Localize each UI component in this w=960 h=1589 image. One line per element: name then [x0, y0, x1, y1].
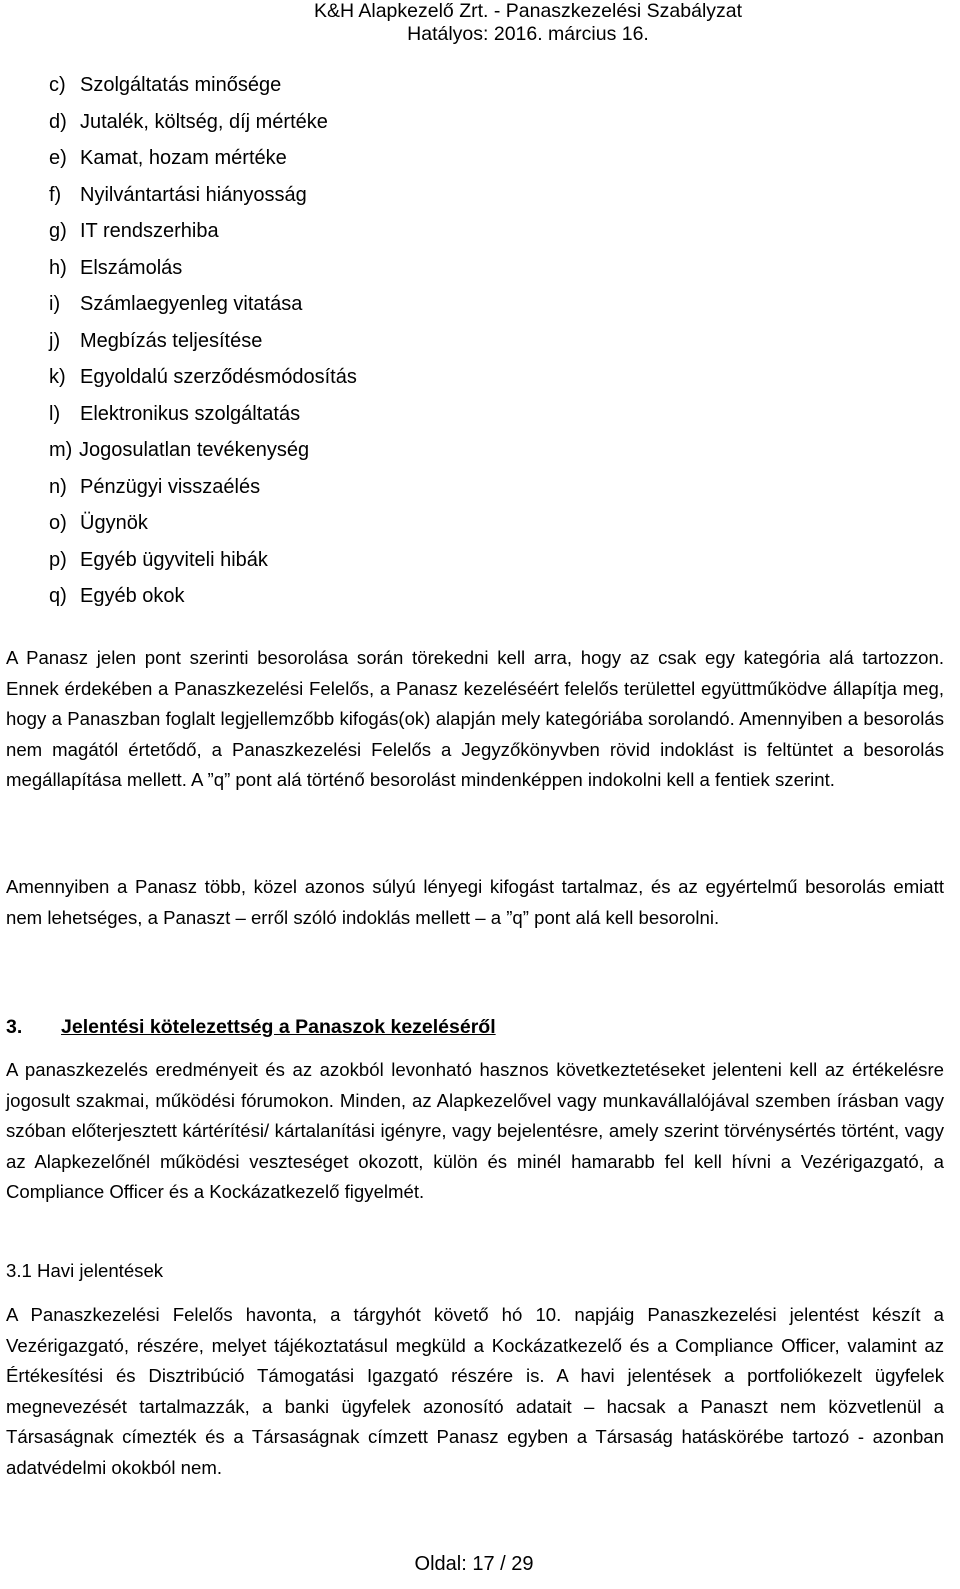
list-marker: g) — [49, 220, 67, 242]
list-item — [49, 67, 357, 104]
page-number: Oldal: 17 / 29 — [414, 1553, 534, 1575]
subsection-heading: 3.1 Havi jelentések — [6, 1260, 164, 1281]
list-item — [49, 578, 357, 615]
list-item — [49, 140, 357, 177]
list-item-text: Nyilvántartási hiányosság — [80, 183, 307, 206]
list-marker: o) — [49, 512, 67, 534]
list-marker: q) — [49, 585, 67, 607]
list-marker: e) — [49, 147, 67, 169]
list-item-text: Egyéb okok — [80, 585, 185, 607]
list-marker: m) — [49, 439, 73, 461]
paragraph-reporting: A panaszkezelés eredményeit és az azokból levonható hasznos következtetéseket jelenteni kell az értékelésre jogosult szakmai, működési fórumokon. Minden, az Alapkezelővel vagy munkavállalójával szemben írásban vagy szóban előterjesztett kártérítési/ kártalanítási igényre, vagy bejelentésre, amely szerint törvénysértés történt, vagy az Alapkezelőnél működési veszteséget okozott, külön és minél hamarabb fel kell hívni a Vezérigazgató, a Compliance Officer és a Kockázatkezelő figyelmét. — [6, 1059, 944, 1203]
list-item — [49, 250, 357, 287]
list-marker: k) — [49, 366, 66, 388]
page-header — [248, 0, 808, 46]
list-item — [49, 323, 357, 360]
list-item — [49, 286, 357, 323]
list-item-text: Szolgáltatás minősége — [80, 74, 282, 96]
list-item-text: Elszámolás — [80, 256, 183, 279]
section-number: 3. — [6, 1016, 23, 1038]
header-title: K&H Alapkezelő Zrt. - Panaszkezelési Szabályzat — [313, 0, 743, 22]
list-item-text: Kamat, hozam mértéke — [80, 147, 287, 169]
list-item-text: Jogosulatlan tevékenység — [79, 439, 310, 461]
list-item-text: Egyoldalú szerződésmódosítás — [80, 366, 357, 388]
list-marker: c) — [49, 74, 66, 96]
list-item-text: Megbízás teljesítése — [80, 329, 263, 352]
list-item — [49, 469, 357, 506]
list-item-text: Jutalék, költség, díj mértéke — [80, 110, 328, 133]
paragraph-monthly-reports: A Panaszkezelési Felelős havonta, a tárgyhót követő hó 10. napjáig Panaszkezelési jelentést készít a Vezérigazgató, részére, melyet tájékoztatásul megküld a Kockázatkezelő és a Compliance Officer, valamint az Értékesítési és Disztribúció Támogatási Igazgató részére is. A havi jelentések a portfoliókezelt ügyfelek megnevezését tartalmazzák, a banki ügyfelek azonosító adatait – hacsak a Panaszt nem közvetlenül a Társaságnak címezték és a Társaságnak címzett Panasz egyben a Társaság hatáskörébe tartozó - azonban adatvédelmi okokból nem. — [6, 1304, 944, 1478]
list-marker: d) — [49, 110, 67, 133]
paragraph-classification: A Panasz jelen pont szerinti besorolása során törekedni kell arra, hogy az csak egy kategória alá tartozzon. Ennek érdekében a Panaszkezelési Felelős, a Panasz kezeléséért felelős területtel együttműködve állapítja meg, hogy a Panaszban foglalt legjellemzőbb kifogás(ok) alapján mely kategóriába sorolandó. Amennyiben a besorolás nem magától értetődő, a Panaszkezelési Felelős a Jegyzőkönyvben rövid indoklást is feltüntet a besorolás megállapítása mellett. A ”q” pont alá történő besorolást mindenképpen indokolni kell a fentiek szerint. — [6, 647, 944, 791]
section-title: Jelentési kötelezettség a Panaszok kezeléséről — [61, 1016, 496, 1038]
list-item — [49, 396, 357, 433]
header-effective-date: Hatályos: 2016. március 16. — [407, 23, 649, 45]
list-item — [49, 177, 357, 214]
list-item-text: Elektronikus szolgáltatás — [80, 402, 301, 425]
list-item-text: Számlaegyenleg vitatása — [80, 293, 303, 315]
list-item — [49, 359, 357, 396]
list-item — [49, 505, 357, 542]
list-marker: i) — [49, 293, 61, 315]
list-marker: h) — [49, 256, 67, 279]
list-item — [49, 104, 357, 141]
category-list — [49, 67, 357, 615]
paragraph-multiple-objections: Amennyiben a Panasz több, közel azonos súlyú lényegi kifogást tartalmaz, és az egyértelmű besorolás emiatt nem lehetséges, a Panaszt – erről szóló indoklás mellett – a ”q” pont alá kell besorolni. — [6, 876, 944, 928]
list-marker: f) — [49, 183, 62, 206]
list-item-text: Egyéb ügyviteli hibák — [80, 548, 268, 571]
list-item-text: IT rendszerhiba — [80, 220, 219, 242]
list-marker: l) — [49, 402, 61, 425]
list-marker: p) — [49, 548, 67, 571]
list-item — [49, 432, 357, 469]
list-item-text: Pénzügyi visszaélés — [80, 475, 261, 498]
list-item — [49, 542, 357, 579]
list-marker: n) — [49, 475, 67, 498]
list-item-text: Ügynök — [80, 512, 148, 534]
section-heading — [6, 1016, 496, 1039]
list-marker: j) — [49, 329, 61, 352]
list-item — [49, 213, 357, 250]
